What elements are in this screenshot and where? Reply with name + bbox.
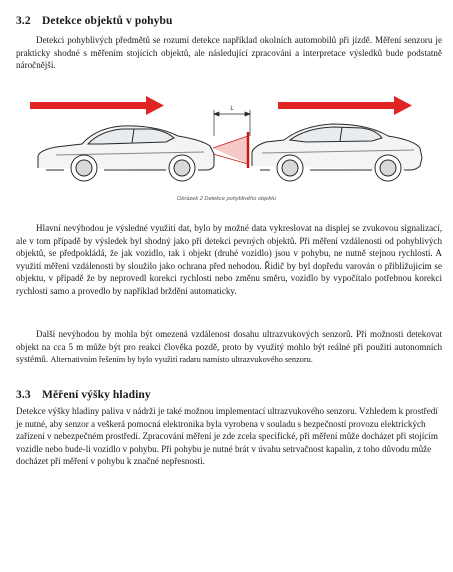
paragraph-level-measurement: Detekce výšky hladiny paliva v nádrži je také možnou implementací ultrazvukového senzoru. Vzhledem k prostředí je nutné, aby senzor a veškerá pomocná elektronika byla vyrobena v souladu s bezpečností provozu elektrických zařízení v nebezpečném prostředí. Zpracování měření je zde zcela specifické, při měření může docházet při stojícím vozidle nebo bude-li vozidlo v pohybu. Při pohybu je nutné brát v úvahu setrvačnost kapalin, z toho důvodu může docházet při měření v pohybu k značné nepřesnosti. [16, 406, 438, 467]
section-heading-3-3 [16, 389, 151, 401]
sensor-beam [213, 132, 248, 168]
figure-caption: Obrázek 2 Detekce pohyblivého objektu [177, 196, 276, 202]
distance-label: L [230, 106, 234, 112]
paragraph-range-limitation: Další nevýhodou by mohla být omezená vzdálenost dosahu ultrazvukových senzorů. Při možnosti detekovat objekt na cca 5 m může být pro reakci člověka pozdě, proto by využitý mohlo být reálné při použití autonomních systémů. Alternativním řešením by bylo využití radaru namísto ultrazvukového senzoru. [16, 329, 442, 365]
following-car [38, 126, 214, 181]
distance-dimension [214, 110, 250, 136]
paragraph-moving-objects-intro: Detekci pohyblivých předmětů se rozumí detekce například okolních automobilů při jízdě. Měření senzoru je prakticky shodné s měřením stojících objektů, ale následující zpracování a interpretace výsledků bude podstatně náročnější. [16, 35, 442, 71]
direction-arrow-right [278, 96, 412, 115]
section-number: 3.2 [16, 15, 31, 27]
section-number: 3.3 [16, 389, 31, 401]
moving-object-detection-figure [16, 96, 442, 192]
section-title: Detekce objektů v pohybu [42, 15, 173, 27]
section-heading-3-2 [16, 15, 173, 27]
paragraph-main-disadvantage: Hlavní nevýhodou je výsledné využití dat, bylo by možné data vykreslovat na displej se zvukovou signalizací, ale v tom případě by výsledek byl shodný jako při detekci pevných objektů. Při měření vzdálenosti od pohyblivých objektů, se předpokládá, že jak vozidlo, tak i objekt (druhé vozidlo) jsou v pohybu, ne nutně stejnou rychlostí. A využití měření vzdálenosti by sloužilo jako ochrana před nehodou. Řidič by byl dopředu varován o přibližujícím se objektu, v případě že by neprovedl korekci rychlosti nebo změnu směru, vozidlo by vypočítalo potřebnou korekci rychlosti samo a provedlo by například brždění automaticky. [16, 223, 442, 296]
direction-arrow-left [30, 96, 164, 115]
leading-car [252, 124, 422, 181]
section-title: Měření výšky hladiny [42, 389, 151, 401]
